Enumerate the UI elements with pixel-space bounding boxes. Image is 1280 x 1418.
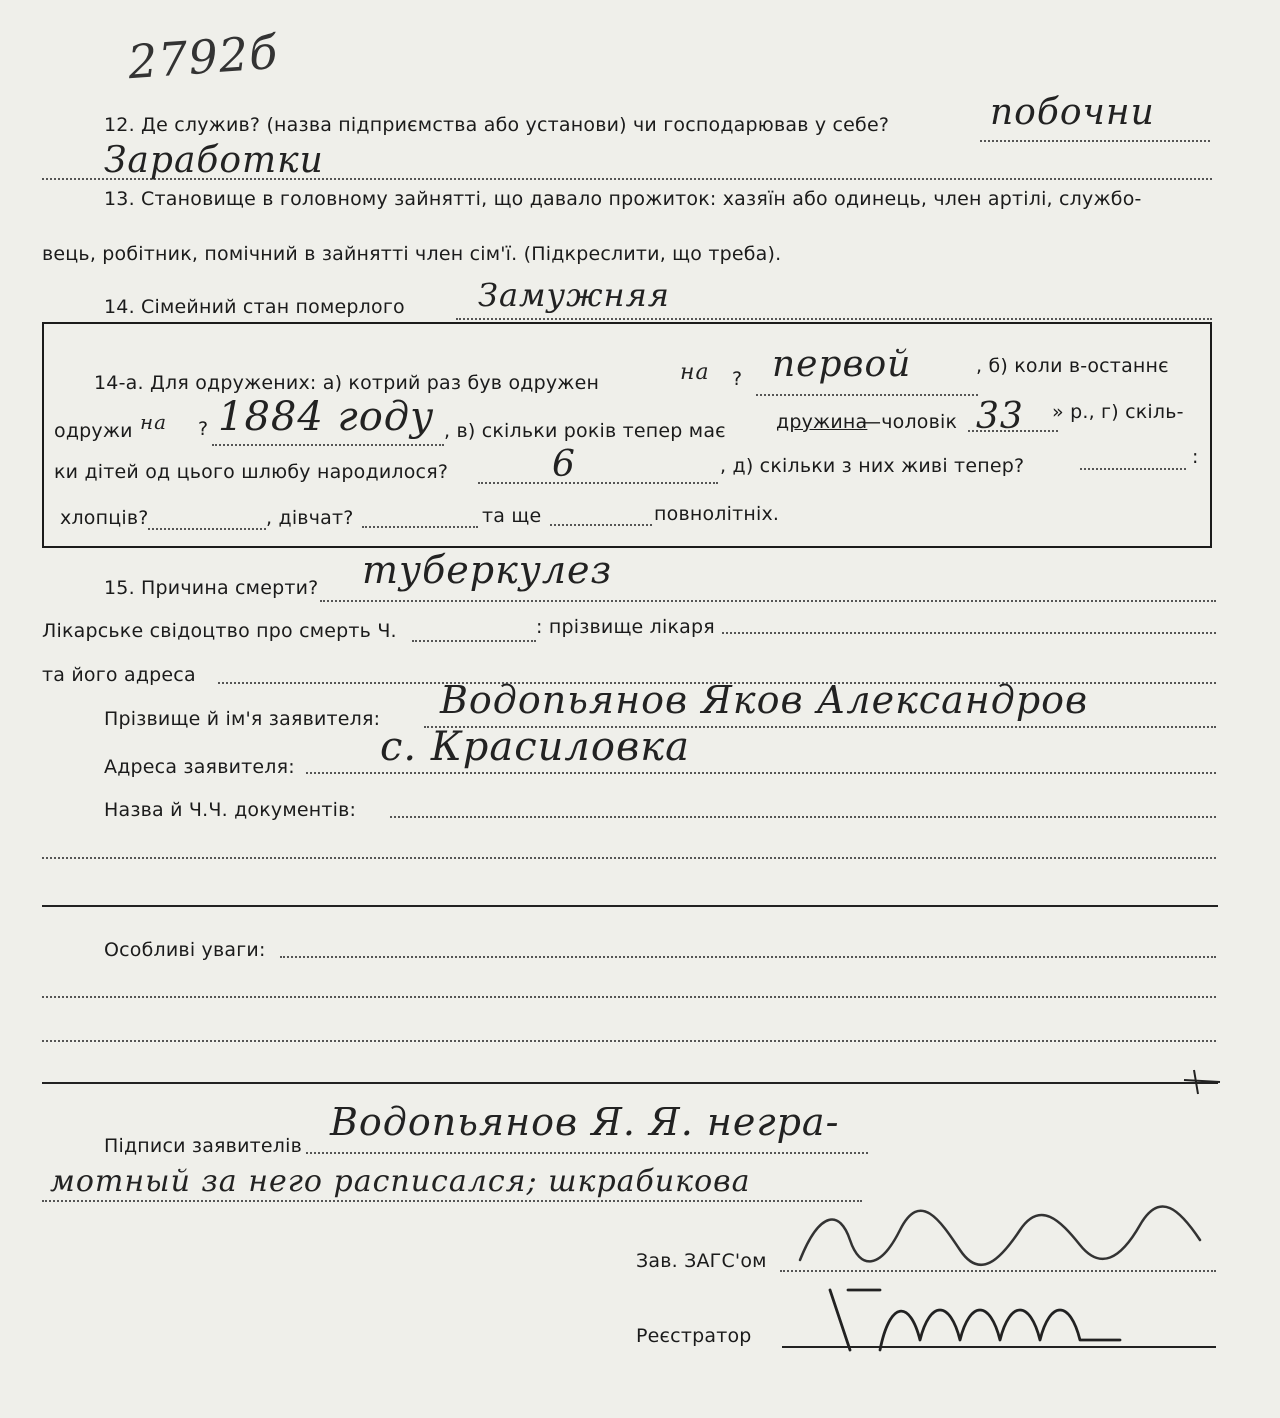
q14-answer: Замужняя [478,276,670,314]
medical-certificate-blank [412,640,536,642]
q14a-line3-label: ки дітей од цього шлюбу народилося? [54,461,449,483]
medical-address-label: та його адреса [42,664,196,686]
q14a-line4-boys-blank [148,528,266,530]
q14a-line1-end: , б) коли в-останнє [976,355,1169,377]
q13-line-2: вець, робітник, помічний в зайнятті член сім'ї. (Підкреслити, що треба). [42,243,782,265]
q14a-line1-label: 14-а. Для одружених: а) котрий раз був одружен [94,372,600,394]
q14a-line2-question: ? [198,418,209,440]
applicant-signatures-blank [306,1152,868,1154]
q14a-line3-alive-blank [1080,468,1186,470]
q14a-line1-suffix: на [680,360,710,385]
q14-line [456,318,1212,320]
q15-label: 15. Причина смерти? [104,577,319,599]
applicant-docs-blank [390,816,1216,818]
notes-label: Особливі уваги: [104,939,266,961]
q14a-line4-more-blank [550,524,652,526]
q12-answer-2: Заработки [104,140,324,181]
q14a-line4-adults: повнолітніх. [654,503,780,525]
q14a-line2-spouse: дружина [776,411,868,433]
q14-label: 14. Сімейний стан померлого [104,296,405,318]
medical-doctor-label: : прізвище лікаря [536,616,715,638]
q14a-line4-girls-blank [362,526,478,528]
q14a-line1-blank [756,394,978,396]
q14a-line3-end: , д) скільки з них живі тепер? [720,455,1025,477]
applicant-signature-line-2: мотный за него расписался; шкрабикова [50,1164,751,1199]
q14a-line1-answer: первой [772,344,912,385]
q14a-line2-mid: , в) скільки років тепер має [444,420,726,442]
applicant-address-label: Адреса заявителя: [104,756,295,778]
docs-divider [42,905,1218,907]
applicant-name-label: Прізвище й ім'я заявителя: [104,708,381,730]
margin-mark [1182,1066,1222,1096]
q14a-line2-dash: —чоловік [862,411,958,433]
q14a-line2-age: 33 [976,396,1024,437]
notes-blank-1 [280,956,1216,958]
q14a-line4-girls: , дівчат? [266,507,354,529]
q14a-line3-answer: 6 [552,444,576,485]
notes-divider [42,1082,1218,1084]
q12-line-1 [980,140,1210,142]
archive-number: 2792б [126,24,280,90]
head-signature-mark [780,1200,1220,1280]
q13-line-1: 13. Становище в головному зайнятті, що давало прожиток: хазяїн або одинець, член артілі, службо- [104,188,1142,210]
q15-answer: туберкулез [362,548,613,592]
q15-line [320,600,1216,602]
applicant-address-blank [306,772,1216,774]
head-label: Зав. ЗАГС'ом [636,1250,767,1272]
q14a-line2-answer: 1884 году [218,394,435,440]
q14a-line4-more: та ще [482,505,542,527]
medical-doctor-blank [722,632,1216,634]
q14a-line1-question: ? [732,368,743,390]
notes-blank-2 [42,996,1216,998]
q14a-line2-prefix: одружи [54,420,133,442]
medical-certificate-label: Лікарське свідоцтво про смерть Ч. [42,620,397,642]
registrar-signature-mark [820,1270,1140,1360]
applicant-docs-label: Назва й Ч.Ч. документів: [104,799,357,821]
notes-blank-3 [42,1040,1216,1042]
q14a-line3-blank [478,482,718,484]
applicant-address-value: с. Красиловка [380,724,690,770]
applicant-signatures-label: Підписи заявителів [104,1135,303,1157]
q14a-line2-suffix: на [140,410,168,434]
registrar-label: Реєстратор [636,1325,752,1347]
q12-answer-1: побочни [990,92,1155,133]
q14a-line2-end: » р., г) скіль- [1052,401,1184,423]
applicant-signature-line-1: Водопьянов Я. Я. негра- [330,1100,840,1144]
q14a-line3-colon: : [1192,446,1199,468]
q14a-line4-boys: хлопців? [60,507,149,529]
applicant-name-value: Водопьянов Яков Александров [440,678,1089,722]
docs-extra-line [42,857,1216,859]
q12-label: 12. Де служив? (назва підприємства або установи) чи господарював у себе? [104,114,890,136]
q14a-line2-blank [212,444,444,446]
applicant-signatures-blank-2 [42,1200,862,1202]
